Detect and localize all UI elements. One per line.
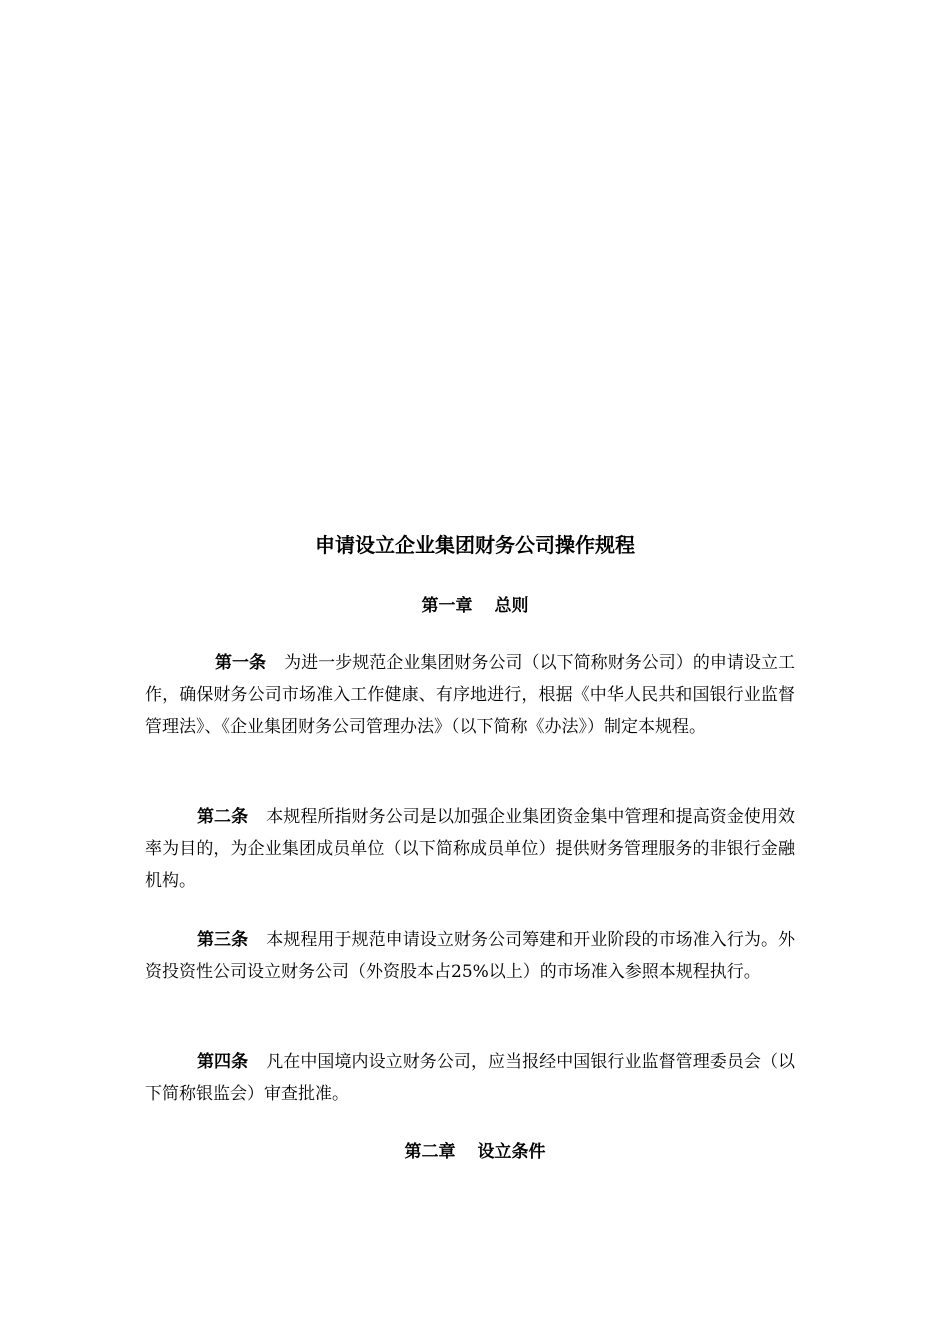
article-text: 为进一步规范企业集团财务公司（以下简称财务公司）的申请设立工作，确保财务公司市场准入工作健康、有序地进行，根据《中华人民共和国银行业监督管理法》、《企业集团财务公司管理办法》（以下简称《办法》）制定本规程。: [145, 653, 796, 737]
chapter-heading-2: [0, 1140, 950, 1164]
document-title: 申请设立企业集团财务公司操作规程: [315, 533, 635, 557]
chapter-number: 第二章: [404, 1142, 456, 1162]
article-label: 第三条: [197, 930, 249, 950]
chapter-name: 总则: [494, 596, 529, 616]
article-label: 第四条: [197, 1052, 249, 1072]
chapter-number: 第一章: [421, 596, 473, 616]
chapter-heading-1: [0, 594, 950, 618]
article-2: [145, 801, 795, 897]
article-text: 本规程用于规范申请设立财务公司筹建和开业阶段的市场准入行为。外资投资性公司设立财务公司（外资股本占25%以上）的市场准入参照本规程执行。: [145, 930, 796, 982]
article-text: 凡在中国境内设立财务公司，应当报经中国银行业监督管理委员会（以下简称银监会）审查批准。: [145, 1052, 796, 1104]
article-4: [145, 1046, 795, 1110]
article-text: 本规程所指财务公司是以加强企业集团资金集中管理和提高资金使用效率为目的，为企业集团成员单位（以下简称成员单位）提供财务管理服务的非银行金融机构。: [145, 807, 796, 891]
article-label: 第二条: [197, 807, 249, 827]
article-label: 第一条: [215, 653, 267, 673]
article-3: [145, 924, 795, 988]
chapter-name: 设立条件: [477, 1142, 546, 1162]
article-1: [145, 647, 795, 743]
